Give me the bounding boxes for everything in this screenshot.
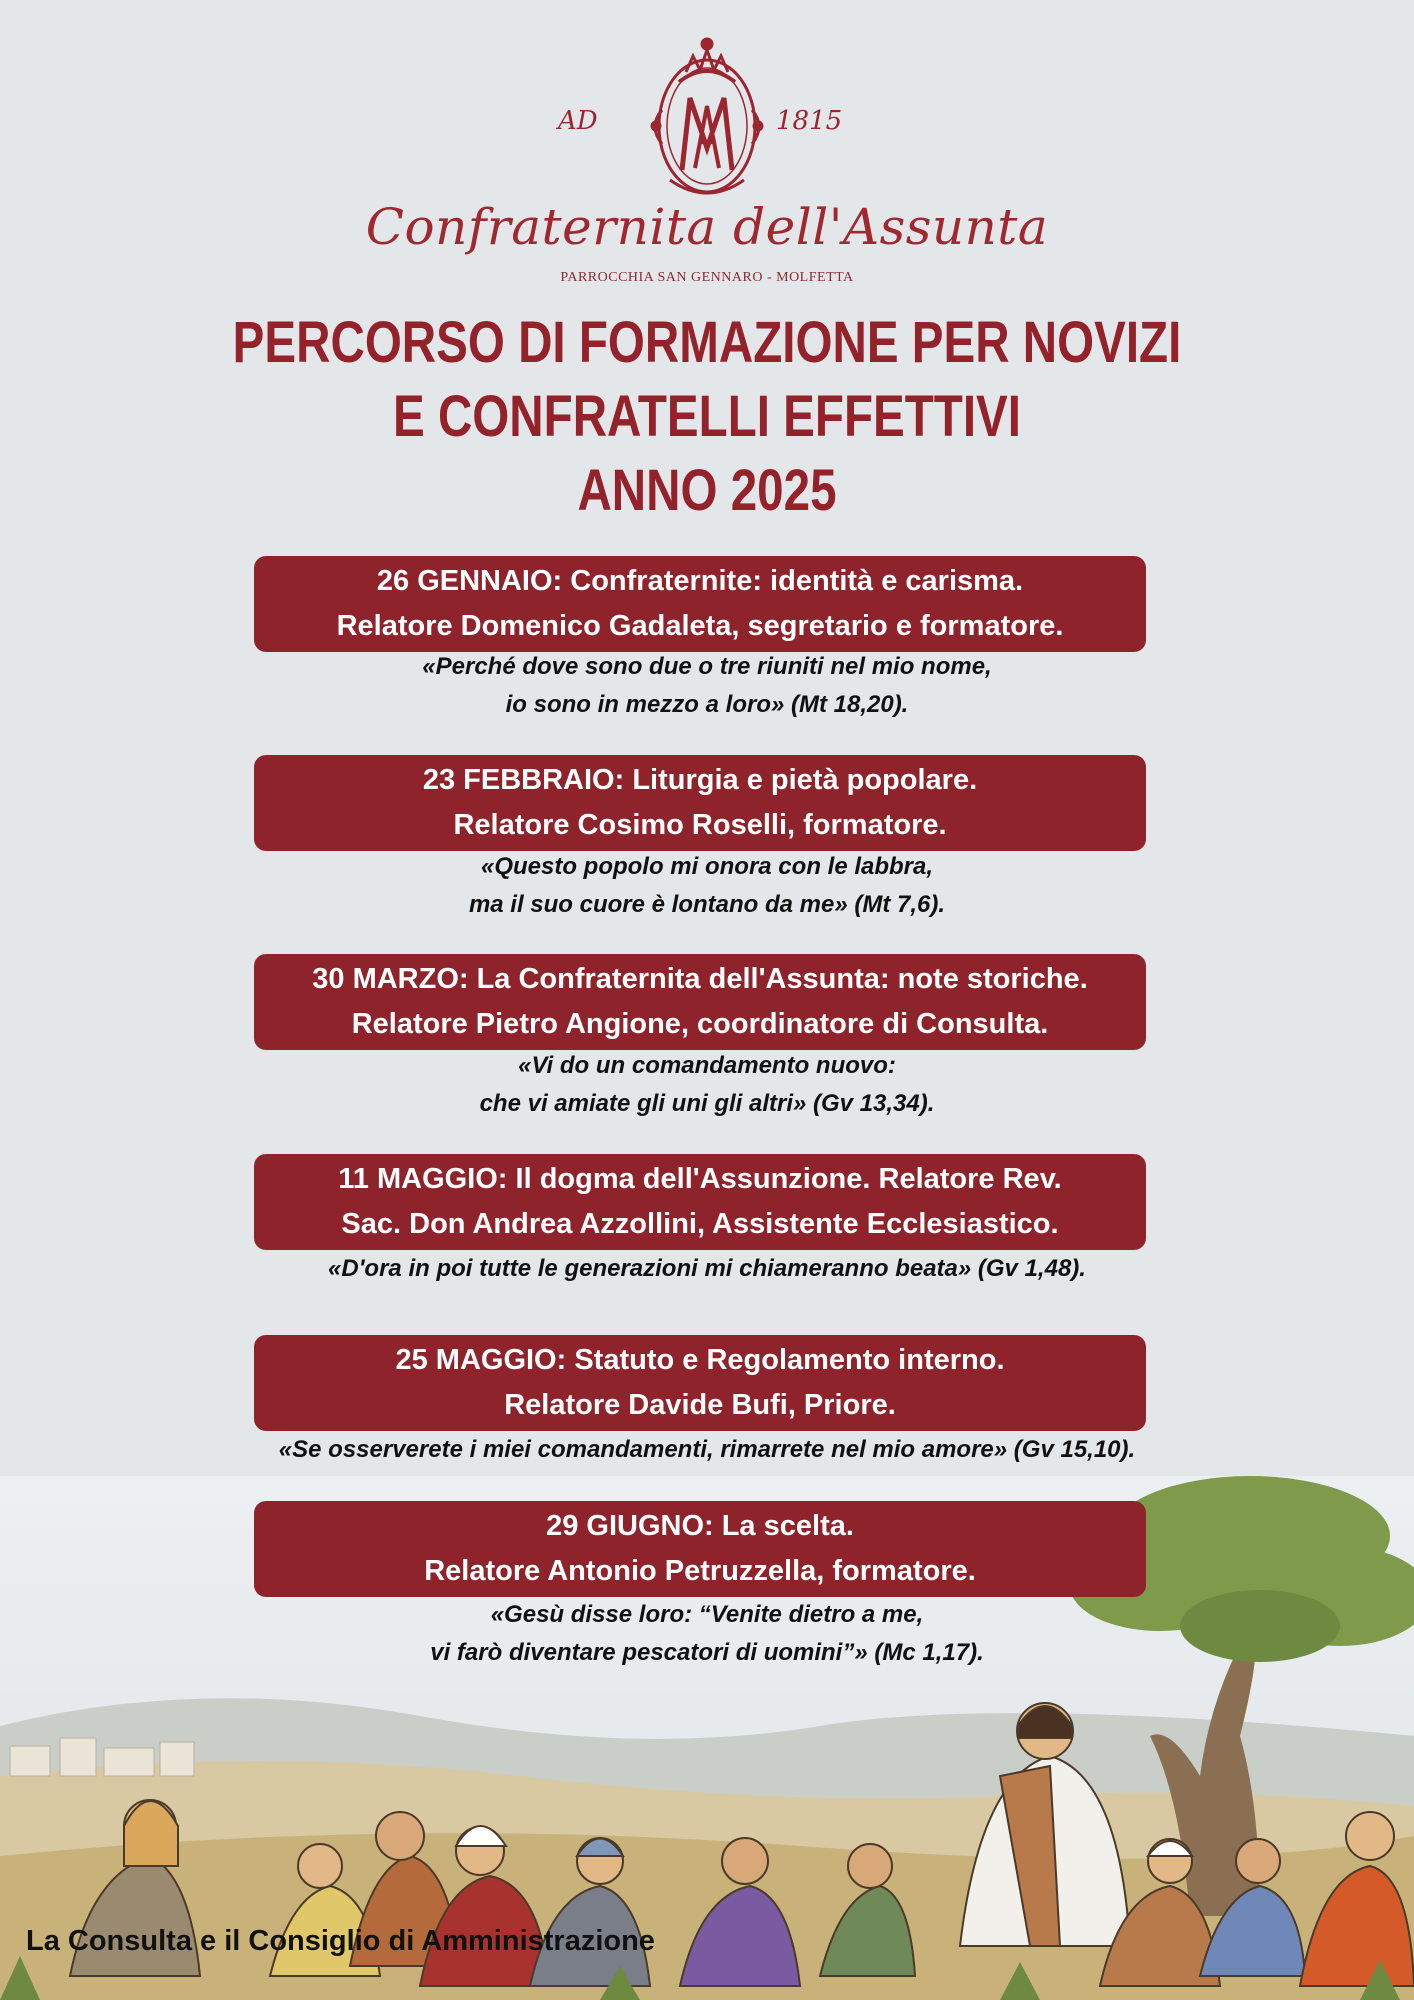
event-speaker: Relatore Domenico Gadaleta, segretario e formatore. [336,610,1064,642]
event-box [254,1501,1146,1597]
title-line-2: E CONFRATELLI EFFETTIVI [393,384,1021,449]
logo-parish-name: PARROCCHIA SAN GENNARO - MOLFETTA [560,270,854,285]
quote-line-1: «Gesù disse loro: “Venite dietro a me, [490,1601,924,1628]
event-speaker: Relatore Pietro Angione, coordinatore di Consulta. [351,1008,1049,1040]
event-date-topic: 30 MARZO: La Confraternita dell'Assunta: note storiche. [312,963,1088,995]
quote-line-2: io sono in mezzo a loro» (Mt 18,20). [505,691,909,718]
title-line-3: ANNO 2025 [577,458,837,523]
event-date-topic: 11 MAGGIO: Il dogma dell'Assunzione. Relatore Rev. [338,1163,1062,1195]
logo-ad-text: AD [558,106,598,136]
quote-line-1: «Vi do un comandamento nuovo: [518,1052,896,1079]
event-quote [0,1250,1414,1288]
event-box [254,954,1146,1050]
event-speaker: Relatore Davide Bufi, Priore. [504,1389,896,1421]
quote-line-2: che vi amiate gli uni gli altri» (Gv 13,34). [479,1090,935,1117]
event-date-topic: 26 GENNAIO: Confraternite: identità e carisma. [376,565,1024,597]
event-box [254,556,1146,652]
event-box [254,755,1146,851]
event-quote [0,848,1414,924]
event-date-topic: 23 FEBBRAIO: Liturgia e pietà popolare. [422,764,978,796]
event-box [254,1154,1146,1250]
quote-line-1: «D'ora in poi tutte le generazioni mi chiameranno beata» (Gv 1,48). [328,1255,1086,1282]
footer-signature: La Consulta e il Consiglio di Amministrazione [26,1925,655,1957]
logo-year-text: 1815 [776,106,843,136]
quote-line-2: ma il suo cuore è lontano da me» (Mt 7,6). [468,891,946,918]
event-box [254,1335,1146,1431]
quote-line-1: «Se osserverete i miei comandamenti, rimarrete nel mio amore» (Gv 15,10). [278,1436,1136,1463]
event-quote [0,1596,1414,1672]
quote-line-1: «Perché dove sono due o tre riuniti nel mio nome, [422,653,992,680]
event-date-topic: 25 MAGGIO: Statuto e Regolamento interno. [395,1344,1005,1376]
confraternity-logo [0,10,1414,285]
title-line-1: PERCORSO DI FORMAZIONE PER NOVIZI [232,310,1182,375]
quote-line-1: «Questo popolo mi onora con le labbra, [480,853,934,880]
quote-line-2: vi farò diventare pescatori di uomini”» (Mc 1,17). [430,1639,984,1666]
page-title [127,306,1286,528]
event-speaker: Relatore Cosimo Roselli, formatore. [453,809,947,841]
event-date-topic: 29 GIUGNO: La scelta. [546,1510,854,1542]
event-quote [0,1431,1414,1469]
event-speaker: Sac. Don Andrea Azzollini, Assistente Ecclesiastico. [341,1208,1059,1240]
logo-brand-name: Confraternita dell'Assunta [365,198,1049,256]
event-quote [0,648,1414,724]
event-speaker: Relatore Antonio Petruzzella, formatore. [424,1555,976,1587]
event-quote [0,1047,1414,1123]
